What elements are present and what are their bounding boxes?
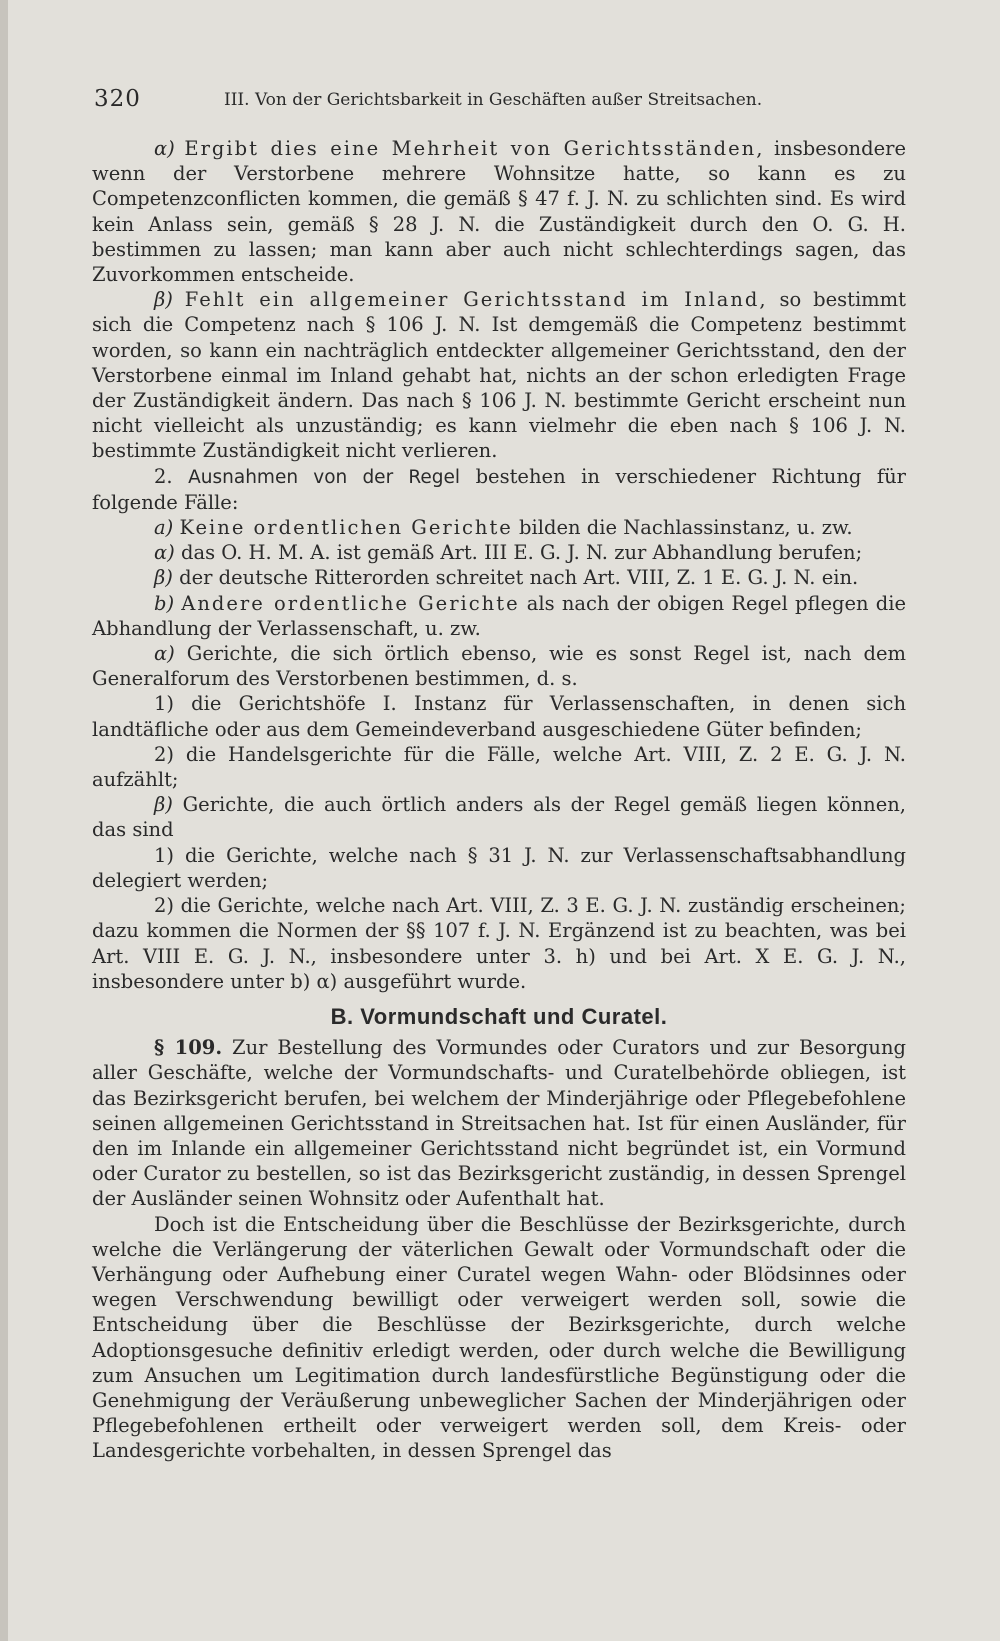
paragraph-text: Zur Bestellung des Vormundes oder Curators und zur Besorgung aller Geschäfte, welche der Vormundschafts- und Curatelbehörde obliegen, ist das Bezirksgericht berufen, bei welchem der Minderjährige oder Pflegebefohlene seinen allgemeinen Gerichtsstand in Streitsachen hat. Ist für einen Ausländer, für den im Inlande ein allgemeiner Gerichtsstand nicht begründet ist, ein Vormund oder Curator zu bestellen, so ist das Bezirksgericht zuständig, in dessen Sprengel der Ausländer seinen Wohnsitz oder Aufenthalt hat. bbox=[92, 1036, 906, 1211]
page-number: 320 bbox=[94, 86, 141, 112]
paragraph-text: die Handelsgerichte für die Fälle, welche Art. VIII, Z. 2 E. G. J. N. aufzählt; bbox=[92, 742, 907, 792]
paragraph-text: bestehen in verschiedener Richtung für folgende Fälle: bbox=[92, 464, 906, 514]
paragraph-text: Gerichte, die auch örtlich anders als der Regel gemäß liegen können, das sind bbox=[92, 793, 907, 842]
list-marker: α) bbox=[154, 137, 175, 160]
paragraph-beta-fehlt bbox=[92, 287, 906, 463]
list-marker: α) bbox=[154, 541, 175, 565]
emphasized-lead: Keine ordentlichen Gerichte bbox=[179, 516, 513, 540]
list-marker: 2) bbox=[154, 742, 175, 766]
emphasized-lead: Ausnahmen von der Regel bbox=[188, 466, 461, 488]
paragraph-b-beta-1 bbox=[92, 843, 906, 893]
section-heading: B. Vormundschaft und Curatel. bbox=[330, 1003, 668, 1029]
list-marker: β) bbox=[154, 793, 173, 817]
paragraph-a-beta bbox=[92, 565, 906, 590]
list-marker: b) bbox=[154, 591, 175, 615]
list-marker: α) bbox=[154, 642, 175, 666]
paragraph-b-alpha-2 bbox=[92, 742, 906, 792]
list-marker: 1) bbox=[154, 692, 175, 716]
list-marker: β) bbox=[154, 566, 173, 590]
paragraph-b-beta-2 bbox=[92, 893, 906, 994]
list-marker: 2. bbox=[154, 464, 173, 488]
paragraph-text: die Gerichtshöfe I. Instanz für Verlassenschaften, in denen sich landtäfliche oder aus dem Gemeindeverband ausgeschiedene Güter befinden; bbox=[92, 692, 906, 741]
paragraph-a-keine bbox=[92, 515, 906, 540]
paragraph-109 bbox=[92, 1035, 906, 1211]
paragraph-b-alpha-1 bbox=[92, 691, 906, 741]
paragraph-number: § 109. bbox=[154, 1036, 223, 1060]
paragraph-text: bilden die Nachlassinstanz, u. zw. bbox=[519, 516, 853, 540]
paragraph-109-continued bbox=[92, 1212, 906, 1464]
paragraph-text: als nach der obigen Regel pflegen die Abhandlung der Verlassenschaft, u. zw. bbox=[92, 591, 907, 640]
emphasized-lead: Ergibt dies eine Mehrheit von Gerichtsständen, bbox=[184, 137, 765, 160]
emphasized-lead: Andere ordentliche Gerichte bbox=[181, 591, 520, 615]
paragraph-ausnahmen bbox=[92, 464, 906, 515]
paragraph-text: die Gerichte, welche nach § 31 J. N. zur Verlassenschaftsabhandlung delegiert werden; bbox=[92, 843, 906, 892]
paragraph-text: Gerichte, die sich örtlich ebenso, wie es sonst Regel ist, nach dem Generalforum des Verstorbenen bestimmen, d. s. bbox=[92, 642, 907, 691]
paragraph-text: so bestimmt sich die Competenz nach § 106 J. N. Ist demgemäß die Competenz bestimmt worden, so kann ein nachträglich entdeckter allgemeiner Gerichtsstand, den der Verstorbene einmal im Inland gehabt hat, nichts an der schon erledigten Frage der Zuständigkeit ändern. Das nach § 106 J. N. bestimmte Gericht erscheint nun nicht vielleicht als unzuständig; es kann vielmehr die eben nach § 106 J. N. bestimmte Zuständigkeit nicht verlieren. bbox=[92, 288, 907, 463]
paragraph-b-alpha bbox=[92, 641, 906, 691]
emphasized-lead: Fehlt ein allgemeiner Gerichtsstand im Inland, bbox=[184, 288, 768, 312]
paragraph-text: insbesondere wenn der Verstorbene mehrere Wohnsitze hatte, so kann es zu Competenzconflicten kommen, die gemäß § 47 f. J. N. zu schlichten sind. Es wird kein Anlass sein, gemäß § 28 J. N. die Zuständigkeit durch den O. G. H. bestimmen zu lassen; man kann aber auch nicht schlechterdings sagen, das Zuvorkommen entscheide. bbox=[92, 137, 906, 287]
running-head: III. Von der Gerichtsbarkeit in Geschäften außer Streitsachen. bbox=[224, 90, 763, 110]
paragraph-a-alpha bbox=[92, 540, 906, 565]
page-header bbox=[94, 86, 924, 120]
page-gutter-shadow bbox=[0, 0, 8, 1641]
paragraph-text: Doch ist die Entscheidung über die Beschlüsse der Bezirksgerichte, durch welche die Verlängerung der väterlichen Gewalt oder Vormundschaft oder die Verhängung oder Aufhebung einer Curatel wegen Wahn- oder Blödsinnes oder wegen Verschwendung bewilligt oder verweigert werden soll, sowie die Entscheidung über die Beschlüsse der Bezirksgerichte, durch welche Adoptionsgesuche definitiv erledigt werden, oder durch welche die Bewilligung zum Ansuchen um Legitimation durch landesfürstliche Begünstigung oder die Genehmigung der Veräußerung unbeweglicher Sachen der Minderjährigen oder Pflegebefohlenen ertheilt oder verweigert werden soll, dem Kreis- oder Landesgerichte vorbehalten, in dessen Sprengel das bbox=[92, 1212, 906, 1463]
list-marker: β) bbox=[154, 288, 173, 312]
paragraph-alpha-mehrheit bbox=[92, 136, 906, 287]
paragraph-b-andere bbox=[92, 591, 906, 641]
list-marker: 1) bbox=[154, 843, 175, 867]
page-body bbox=[92, 136, 906, 1464]
list-marker: a) bbox=[154, 516, 174, 540]
list-marker: 2) bbox=[154, 894, 175, 918]
paragraph-text: das O. H. M. A. ist gemäß Art. III E. G. J. N. zur Abhandlung berufen; bbox=[180, 541, 863, 565]
paragraph-text: der deutsche Ritterorden schreitet nach Art. VIII, Z. 1 E. G. J. N. ein. bbox=[179, 566, 859, 590]
paragraph-b-beta bbox=[92, 792, 906, 842]
paragraph-text: die Gerichte, welche nach Art. VIII, Z. 3 E. G. J. N. zuständig erscheinen; dazu kommen die Normen der §§ 107 f. J. N. Ergänzend ist zu beachten, was bei Art. VIII E. G. J. N., insbesondere unter 3. h) und bei Art. X E. G. J. N., insbesondere unter b) α) ausgeführt wurde. bbox=[92, 894, 906, 993]
